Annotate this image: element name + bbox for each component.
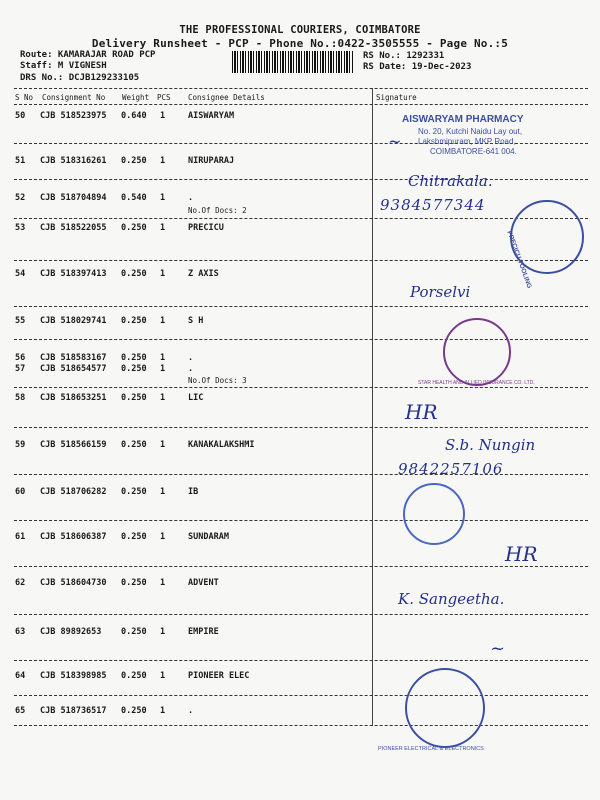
pharmacy-stamp-address: COIMBATORE-641 004. [430,147,517,156]
row-sno: 51 [15,156,26,166]
table-row [0,156,600,170]
row-sno: 64 [15,671,26,681]
row-weight: 0.250 [121,156,147,166]
row-sno: 53 [15,223,26,233]
row-details: . [188,353,194,363]
signature-kanakalakshmi: S.b. Nungin [445,436,536,454]
signature-phone: 9842257106 [398,460,504,478]
staff-label: Staff: M VIGNESH [20,61,107,71]
table-row [0,627,600,641]
table-row [0,364,600,378]
row-consignment: CJB 518029741 [40,316,107,326]
row-rule [14,427,588,428]
row-consignment: CJB 518398985 [40,671,107,681]
barcode [232,51,354,73]
row-weight: 0.250 [121,393,147,403]
signature-sangeetha: K. Sangeetha. [398,590,505,608]
row-weight: 0.250 [121,269,147,279]
col-details: Consignee Details [188,93,265,102]
table-bottom-rule [14,725,588,726]
docs-count-note: No.Of Docs: 2 [188,206,247,215]
row-rule [14,306,588,307]
row-consignment: CJB 518316261 [40,156,107,166]
signature-hr-58: HR [405,400,438,424]
row-rule [14,660,588,661]
rs-date: RS Date: 19-Dec-2023 [363,62,472,72]
star-health-stamp [443,318,511,386]
drs-label: DRS No.: DCJB129233105 [20,73,140,83]
col-sno: S No [15,93,34,102]
row-pcs: 1 [160,706,166,716]
row-sno: 59 [15,440,26,450]
row-rule [14,566,588,567]
row-weight: 0.250 [121,316,147,326]
row-details: KANAKALAKSHMI [188,440,255,450]
row-weight: 0.250 [121,671,147,681]
row-sno: 56 [15,353,26,363]
signature-porselvi: Porselvi [410,283,471,301]
row-rule [14,179,588,180]
docs-count-note: No.Of Docs: 3 [188,376,247,385]
row-weight: 0.640 [121,111,147,121]
row-consignment: CJB 518523975 [40,111,107,121]
row-consignment: CJB 89892653 [40,627,102,637]
row-weight: 0.250 [121,532,147,542]
star-health-stamp-text: STAR HEALTH AND ALLIED INSURANCE CO. LTD. [418,380,535,386]
row-weight: 0.250 [121,223,147,233]
row-details: PRECICU [188,223,224,233]
row-pcs: 1 [160,316,166,326]
row-pcs: 1 [160,223,166,233]
row-pcs: 1 [160,393,166,403]
row-pcs: 1 [160,353,166,363]
row-pcs: 1 [160,269,166,279]
row-details: EMPIRE [188,627,219,637]
row-sno: 55 [15,316,26,326]
row-weight: 0.250 [121,364,147,374]
row-consignment: CJB 518654577 [40,364,107,374]
row-rule [14,260,588,261]
col-signature: Signature [376,93,417,102]
pharmacy-stamp-address: Lakshmipuram, MKP Road, [418,137,516,146]
row-rule [14,614,588,615]
row-rule [14,520,588,521]
table-row [0,269,600,283]
row-consignment: CJB 518704894 [40,193,107,203]
row-details: SUNDARAM [188,532,229,542]
row-weight: 0.250 [121,440,147,450]
row-pcs: 1 [160,111,166,121]
row-details: . [188,706,194,716]
row-details: IB [188,487,199,497]
row-consignment: CJB 518653251 [40,393,107,403]
row-pcs: 1 [160,578,166,588]
row-pcs: 1 [160,440,166,450]
row-details: . [188,193,194,203]
signature-hr-61: HR [505,542,538,566]
runsheet-subtitle: Delivery Runsheet - PCP - Phone No.:0422-3505555 - Page No.:5 [91,37,509,50]
row-sno: 63 [15,627,26,637]
signature-scribble: ~ [490,638,506,659]
row-sno: 65 [15,706,26,716]
table-row [0,393,600,407]
pharmacy-stamp-address: No. 20, Kutchi Naidu Lay out, [418,127,523,136]
row-sno: 52 [15,193,26,203]
table-top-rule [14,88,588,89]
row-pcs: 1 [160,532,166,542]
row-weight: 0.250 [121,578,147,588]
row-details: ADVENT [188,578,219,588]
row-details: AISWARYAM [188,111,235,121]
row-details: . [188,364,194,374]
row-sno: 58 [15,393,26,403]
signature-phone: 9384577344 [380,196,486,214]
row-consignment: CJB 518604730 [40,578,107,588]
col-pcs: PCS [157,93,171,102]
row-weight: 0.250 [121,487,147,497]
row-sno: 60 [15,487,26,497]
row-pcs: 1 [160,671,166,681]
pioneer-stamp-text: PIONEER ELECTRICAL & ELECTRONICS [378,746,484,752]
row-sno: 61 [15,532,26,542]
table-row [0,706,600,720]
col-consignment: Consignment No [42,93,106,102]
table-row [0,578,600,592]
signature-scribble: ~ [388,132,402,151]
header-rule [14,104,588,105]
row-weight: 0.250 [121,353,147,363]
row-details: S H [188,316,204,326]
row-pcs: 1 [160,193,166,203]
row-sno: 57 [15,364,26,374]
table-row [0,671,600,685]
precicu-stamp-text: PRECICU TOOLING [505,230,533,290]
row-weight: 0.540 [121,193,147,203]
row-pcs: 1 [160,627,166,637]
company-title: THE PROFESSIONAL COURIERS, COIMBATORE [179,24,421,36]
row-consignment: CJB 518583167 [40,353,107,363]
pharmacy-stamp-name: AISWARYAM PHARMACY [402,114,524,125]
row-consignment: CJB 518566159 [40,440,107,450]
table-row [0,316,600,330]
row-details: Z AXIS [188,269,219,279]
route-label: Route: KAMARAJAR ROAD PCP [20,50,156,60]
row-sno: 50 [15,111,26,121]
row-pcs: 1 [160,156,166,166]
row-pcs: 1 [160,364,166,374]
table-row [0,487,600,501]
table-row [0,193,600,207]
row-consignment: CJB 518522055 [40,223,107,233]
row-details: PIONEER ELEC [188,671,250,681]
row-consignment: CJB 518606387 [40,532,107,542]
row-details: NIRUPARAJ [188,156,235,166]
row-details: LIC [188,393,204,403]
row-pcs: 1 [160,487,166,497]
row-consignment: CJB 518397413 [40,269,107,279]
row-rule [14,695,588,696]
row-sno: 54 [15,269,26,279]
pioneer-stamp [405,668,485,748]
row-rule [14,218,588,219]
rs-number: RS No.: 1292331 [363,51,445,61]
ib-stamp [403,483,465,545]
row-weight: 0.250 [121,706,147,716]
row-rule [14,387,588,388]
col-weight: Weight [122,93,150,102]
row-sno: 62 [15,578,26,588]
row-consignment: CJB 518706282 [40,487,107,497]
signature-chitrakala: Chitrakala. [408,172,493,190]
row-consignment: CJB 518736517 [40,706,107,716]
row-weight: 0.250 [121,627,147,637]
